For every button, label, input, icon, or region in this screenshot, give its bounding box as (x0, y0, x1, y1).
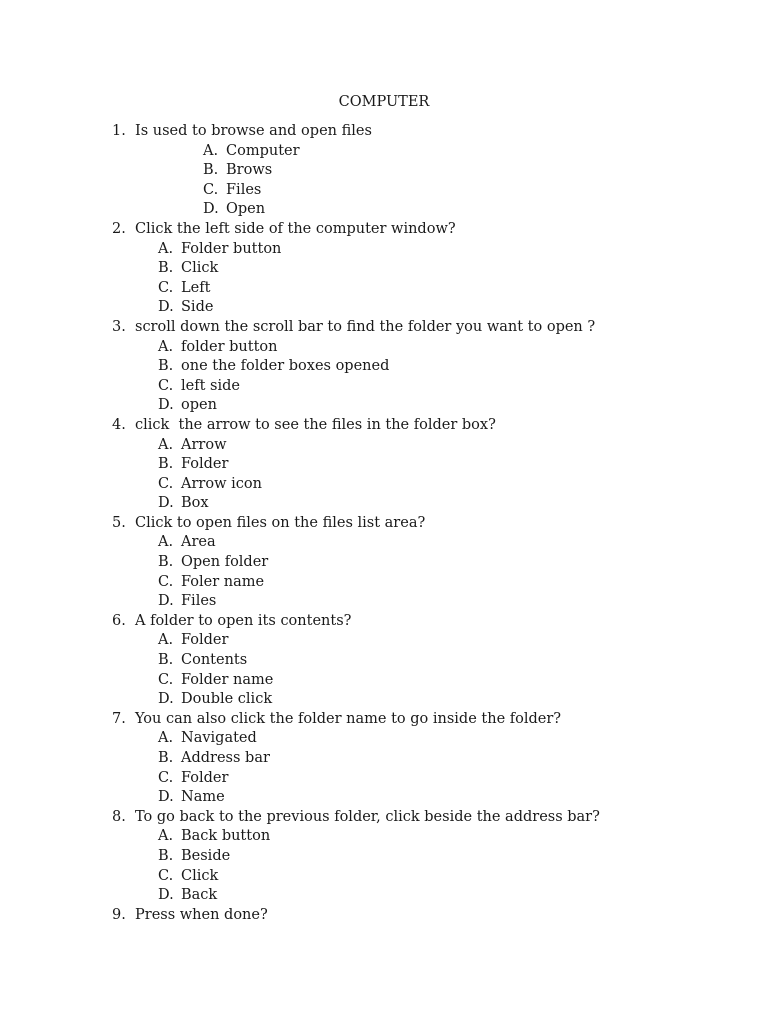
option-item (158, 847, 732, 867)
option-item (158, 886, 732, 906)
option-item (158, 494, 732, 514)
option-item (158, 788, 732, 808)
option-text: folder button (181, 338, 278, 355)
option-text: open (181, 397, 217, 414)
option-text: Beside (181, 847, 231, 864)
option-list (112, 142, 732, 220)
question-line (112, 808, 732, 828)
option-letter: B. (203, 162, 219, 179)
option-letter: C. (158, 769, 174, 786)
option-letter: D. (158, 887, 174, 904)
question-number: 7. (112, 710, 126, 727)
question-item (112, 808, 732, 906)
option-item (158, 259, 732, 279)
option-letter: D. (158, 789, 174, 806)
option-text: Click (181, 867, 219, 884)
question-item (112, 416, 732, 514)
option-text: one the folder boxes opened (181, 358, 390, 375)
question-text: click the arrow to see the files in the folder box? (135, 416, 496, 433)
option-text: Side (181, 299, 214, 316)
option-list (112, 240, 732, 318)
option-list (112, 436, 732, 514)
option-text: Navigated (181, 730, 257, 747)
option-letter: A. (158, 436, 174, 453)
option-letter: A. (158, 338, 174, 355)
option-item (158, 455, 732, 475)
option-text: Box (181, 495, 209, 512)
option-letter: B. (158, 260, 174, 277)
option-text: Computer (226, 142, 300, 159)
option-text: Arrow (181, 436, 227, 453)
question-item (112, 906, 732, 926)
page-title: COMPUTER (338, 94, 430, 110)
question-item (112, 612, 732, 710)
option-item (158, 396, 732, 416)
option-list (112, 827, 732, 905)
question-text: Is used to browse and open files (135, 123, 372, 139)
option-item (158, 671, 732, 691)
option-item (203, 200, 732, 220)
question-item (112, 514, 732, 612)
option-letter: A. (158, 730, 174, 747)
option-letter: C. (203, 181, 219, 198)
question-number: 6. (112, 612, 126, 629)
option-letter: A. (158, 240, 174, 257)
option-letter: D. (158, 593, 174, 610)
option-item (158, 729, 732, 749)
option-text: Double click (181, 691, 273, 708)
question-item (112, 318, 732, 416)
option-item (158, 553, 732, 573)
option-letter: A. (203, 142, 219, 159)
option-text: Click (181, 260, 219, 277)
question-list (112, 122, 732, 925)
option-item (203, 142, 732, 162)
option-item (158, 749, 732, 769)
option-letter: C. (158, 671, 174, 688)
option-letter: B. (158, 554, 174, 571)
option-text: Files (226, 181, 262, 198)
option-item (158, 298, 732, 318)
question-text: To go back to the previous folder, click beside the address bar? (135, 808, 600, 825)
option-list (112, 338, 732, 416)
option-letter: D. (158, 299, 174, 316)
question-text: Click to open files on the files list area? (135, 514, 426, 531)
option-letter: C. (158, 475, 174, 492)
option-text: Name (181, 789, 225, 806)
option-item (158, 338, 732, 358)
option-text: Folder name (181, 671, 274, 688)
option-letter: C. (158, 573, 174, 590)
option-item (158, 690, 732, 710)
option-item (203, 161, 732, 181)
option-text: Contents (181, 652, 248, 669)
option-letter: B. (158, 456, 174, 473)
question-line (112, 612, 732, 632)
option-letter: A. (158, 534, 174, 551)
option-item (158, 573, 732, 593)
option-letter: B. (158, 847, 174, 864)
option-text: Foler name (181, 573, 265, 590)
question-text: A folder to open its contents? (135, 612, 352, 629)
question-line (112, 220, 732, 240)
question-line (112, 122, 732, 142)
question-item (112, 220, 732, 318)
option-item (158, 769, 732, 789)
question-line (112, 416, 732, 436)
option-text: left side (181, 377, 240, 394)
question-item (112, 710, 732, 808)
option-letter: A. (158, 828, 174, 845)
option-item (158, 827, 732, 847)
option-text: Folder (181, 632, 229, 649)
option-item (158, 631, 732, 651)
option-letter: D. (158, 397, 174, 414)
option-item (158, 651, 732, 671)
option-list (112, 729, 732, 807)
question-item (112, 122, 732, 220)
option-text: Back button (181, 828, 271, 845)
question-text: Click the left side of the computer window? (135, 220, 456, 237)
option-text: Area (181, 534, 216, 551)
option-text: Open (226, 201, 266, 218)
option-letter: D. (203, 201, 219, 218)
option-list (112, 631, 732, 709)
option-item (158, 377, 732, 397)
question-text: scroll down the scroll bar to find the folder you want to open ? (135, 318, 596, 335)
option-item (158, 279, 732, 299)
option-letter: D. (158, 691, 174, 708)
question-number: 1. (112, 123, 126, 139)
question-line (112, 710, 732, 730)
option-text: Files (181, 593, 217, 610)
option-text: Folder (181, 769, 229, 786)
option-item (158, 357, 732, 377)
option-text: Left (181, 279, 211, 296)
option-letter: C. (158, 867, 174, 884)
option-letter: A. (158, 632, 174, 649)
option-letter: B. (158, 358, 174, 375)
option-text: Folder button (181, 240, 282, 257)
option-item (203, 181, 732, 201)
question-number: 4. (112, 416, 126, 433)
question-line (112, 514, 732, 534)
option-item (158, 475, 732, 495)
question-number: 9. (112, 906, 126, 923)
option-item (158, 436, 732, 456)
option-text: Back (181, 887, 218, 904)
question-text: Press when done? (135, 906, 268, 923)
option-text: Open folder (181, 554, 269, 571)
option-text: Arrow icon (181, 475, 262, 492)
option-item (158, 592, 732, 612)
option-text: Folder (181, 456, 229, 473)
option-letter: C. (158, 279, 174, 296)
option-item (158, 533, 732, 553)
question-text: You can also click the folder name to go inside the folder? (135, 710, 562, 727)
option-letter: C. (158, 377, 174, 394)
option-text: Address bar (181, 750, 270, 766)
option-list (112, 533, 732, 611)
question-number: 8. (112, 808, 126, 825)
option-letter: D. (158, 495, 174, 512)
question-number: 2. (112, 220, 126, 237)
option-letter: B. (158, 750, 174, 766)
option-text: Brows (226, 162, 273, 179)
question-number: 5. (112, 514, 126, 531)
question-line (112, 318, 732, 338)
option-item (158, 240, 732, 260)
question-number: 3. (112, 318, 126, 335)
question-line (112, 906, 732, 926)
option-item (158, 867, 732, 887)
option-letter: B. (158, 652, 174, 669)
